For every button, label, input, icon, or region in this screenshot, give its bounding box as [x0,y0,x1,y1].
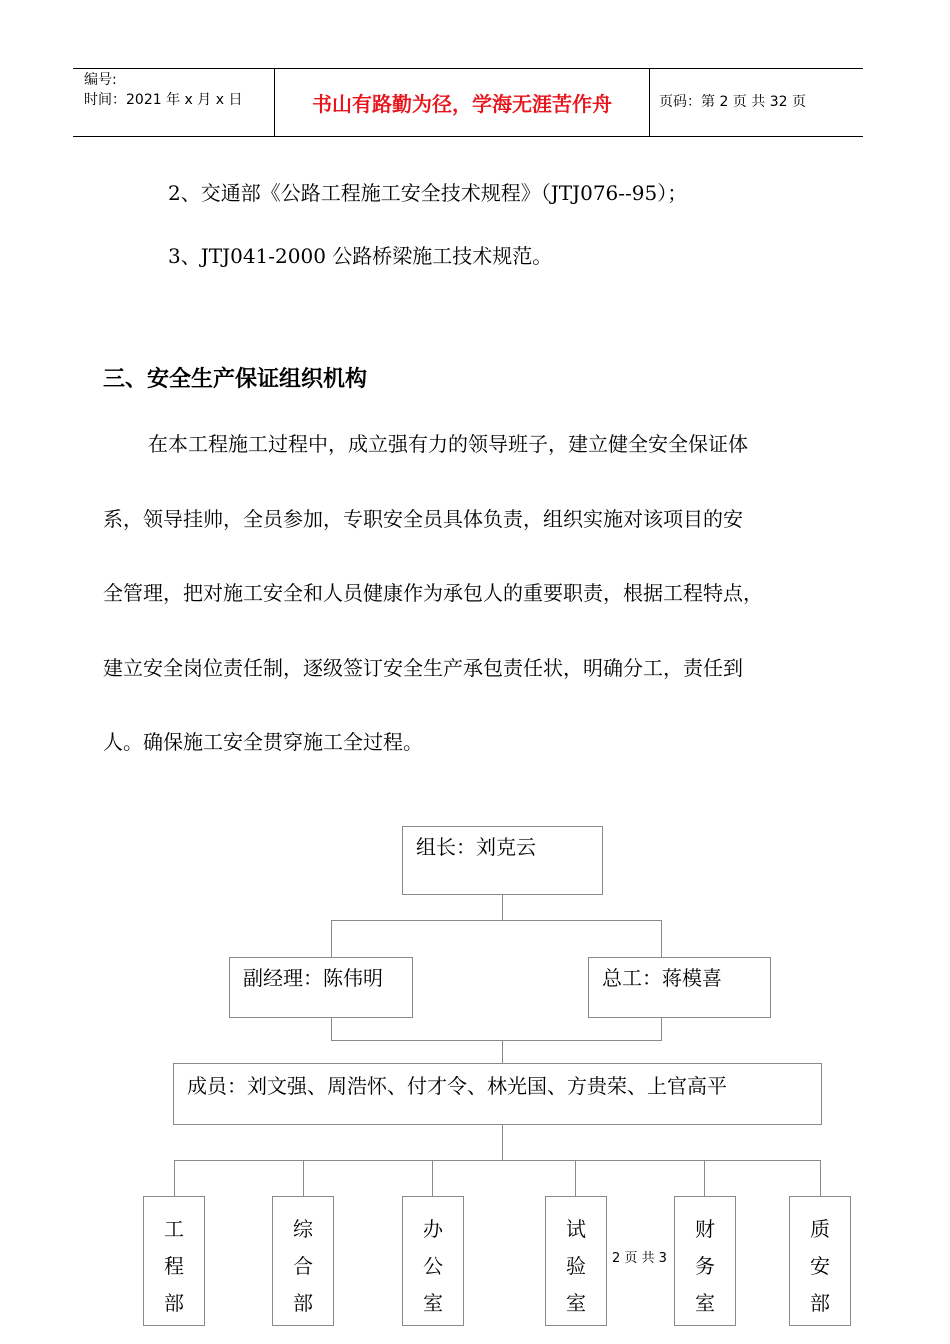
connector-line [661,920,662,958]
org-deputy-box [229,957,413,1018]
section-title: 三、安全生产保证组织机构 [103,367,368,392]
dept-label: 办 公 室 [423,1217,443,1315]
connector-line [502,894,503,921]
connector-line [331,1017,332,1041]
connector-line [331,920,662,921]
connector-line [661,1017,662,1041]
dept-label: 工 程 部 [164,1217,184,1315]
org-members-box [173,1063,822,1125]
dept-label: 试 验 室 [566,1217,586,1315]
header-motto-cell [275,69,649,136]
footer-page-number: 2 页 共 3 [612,1251,667,1266]
org-leader-box [402,826,603,895]
dept-box [545,1196,607,1326]
paragraph-line: 建立安全岗位责任制，逐级签订安全生产承包责任状，明确分工，责任到 [103,656,743,680]
reference-item: 3、JTJ041-2000 公路桥梁施工技术规范。 [168,244,553,268]
dept-box [143,1196,205,1326]
connector-line [331,1040,662,1041]
connector-line [502,1124,503,1161]
header-page-cell [649,69,864,136]
dept-box [674,1196,736,1326]
page-header [73,68,863,137]
org-deputy-label: 副经理：陈伟明 [243,966,383,990]
serial-label: 编号: [84,72,117,88]
connector-line [502,1040,503,1064]
connector-line [820,1160,821,1197]
org-leader-label: 组长：刘克云 [416,835,536,859]
dept-box [402,1196,464,1326]
connector-line [303,1160,304,1197]
paragraph-line: 人。确保施工安全贯穿施工全过程。 [103,730,423,754]
connector-line [432,1160,433,1197]
connector-line [174,1160,175,1197]
header-info-cell [73,69,275,136]
dept-label: 财 务 室 [695,1217,715,1315]
paragraph-line: 系，领导挂帅，全员参加，专职安全员具体负责，组织实施对该项目的安 [103,507,743,531]
org-members-label: 成员：刘文强、周浩怀、付才令、林光国、方贵荣、上官高平 [187,1074,727,1098]
paragraph-line: 在本工程施工过程中，成立强有力的领导班子，建立健全安全保证体 [148,432,748,456]
dept-label: 质 安 部 [810,1217,830,1315]
paragraph-line: 全管理，把对施工安全和人员健康作为承包人的重要职责，根据工程特点， [103,581,763,605]
dept-box [272,1196,334,1326]
page-info: 页码：第 2 页 共 32 页 [659,94,806,110]
org-chief-engineer-box [588,957,771,1018]
connector-line [331,920,332,958]
dept-box [789,1196,851,1326]
reference-item: 2、交通部《公路工程施工安全技术规程》（JTJ076--95）； [168,181,688,205]
connector-line [575,1160,576,1197]
connector-line [174,1160,821,1161]
connector-line [704,1160,705,1197]
date-label: 时间：2021 年 x 月 x 日 [84,92,243,108]
dept-label: 综 合 部 [293,1217,313,1315]
org-chief-engineer-label: 总工：蒋模喜 [602,966,722,990]
motto: 书山有路勤为径，学海无涯苦作舟 [312,92,612,116]
